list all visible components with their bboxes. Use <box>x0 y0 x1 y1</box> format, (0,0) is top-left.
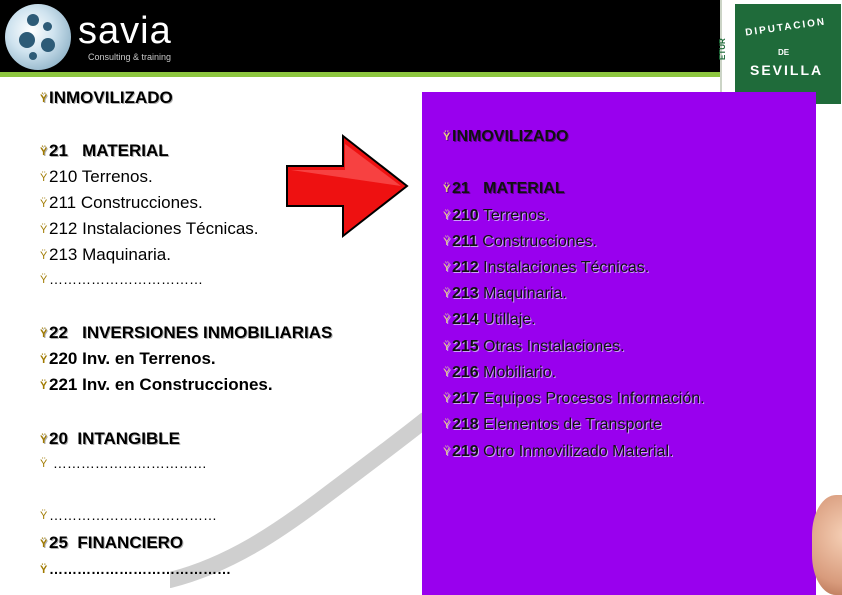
right-item-215: Ÿ 215 Otras Instalaciones. <box>443 338 625 355</box>
right-item-218: Ÿ 218 Elementos de Transporte <box>443 416 662 433</box>
right-item-212: Ÿ 212 Instalaciones Técnicas. <box>443 259 650 276</box>
left-ellipsis-1: Ÿ …………………………… <box>40 271 203 287</box>
left-title: ŸINMOVILIZADO <box>40 88 173 107</box>
left-ellipsis-4: Ÿ ………………………………… <box>40 561 231 577</box>
left-ellipsis-3: Ÿ ……………………………… <box>40 507 217 523</box>
right-group-21: Ÿ 21 MATERIAL <box>443 180 565 197</box>
partner-logo-de: DE <box>778 48 790 57</box>
right-item-216: Ÿ 216 Mobiliario. <box>443 364 557 381</box>
brand-subtitle: Consulting & training <box>88 52 172 62</box>
header-accent-line <box>0 72 720 77</box>
left-group-21: Ÿ21 MATERIAL <box>40 141 169 160</box>
right-item-210: Ÿ 210 Terrenos. <box>443 207 550 224</box>
savia-logo-icon <box>5 4 71 70</box>
right-item-213: Ÿ 213 Maquinaria. <box>443 285 567 302</box>
right-item-211: Ÿ 211 Construcciones. <box>443 233 597 250</box>
partner-logo-side: ETUR <box>718 38 727 60</box>
left-item-211: Ÿ211 Construcciones. <box>40 193 203 212</box>
left-ellipsis-2: Ÿ …………………………… <box>40 455 207 471</box>
left-item-212: Ÿ212 Instalaciones Técnicas. <box>40 219 259 238</box>
right-item-219: Ÿ 219 Otro Inmovilizado Material. <box>443 443 674 460</box>
brand-name: savia <box>78 10 172 52</box>
person-photo-edge <box>812 495 842 595</box>
right-item-214: Ÿ 214 Utillaje. <box>443 311 536 328</box>
partner-logo-top: DIPUTACION <box>744 16 827 39</box>
left-item-220: Ÿ220 Inv. en Terrenos. <box>40 349 216 368</box>
partner-logo-main: SEVILLA <box>750 62 824 78</box>
left-group-20: Ÿ20 INTANGIBLE <box>40 429 180 448</box>
left-group-22: Ÿ22 INVERSIONES INMOBILIARIAS <box>40 323 333 342</box>
left-item-213: Ÿ213 Maquinaria. <box>40 245 171 264</box>
right-title: Ÿ INMOVILIZADO <box>443 128 569 145</box>
left-item-210: Ÿ210 Terrenos. <box>40 167 153 186</box>
left-group-25: Ÿ25 FINANCIERO <box>40 533 184 552</box>
right-item-217: Ÿ 217 Equipos Procesos Información. <box>443 390 705 407</box>
left-item-221: Ÿ221 Inv. en Construcciones. <box>40 375 273 394</box>
right-arrow-icon <box>283 132 413 242</box>
